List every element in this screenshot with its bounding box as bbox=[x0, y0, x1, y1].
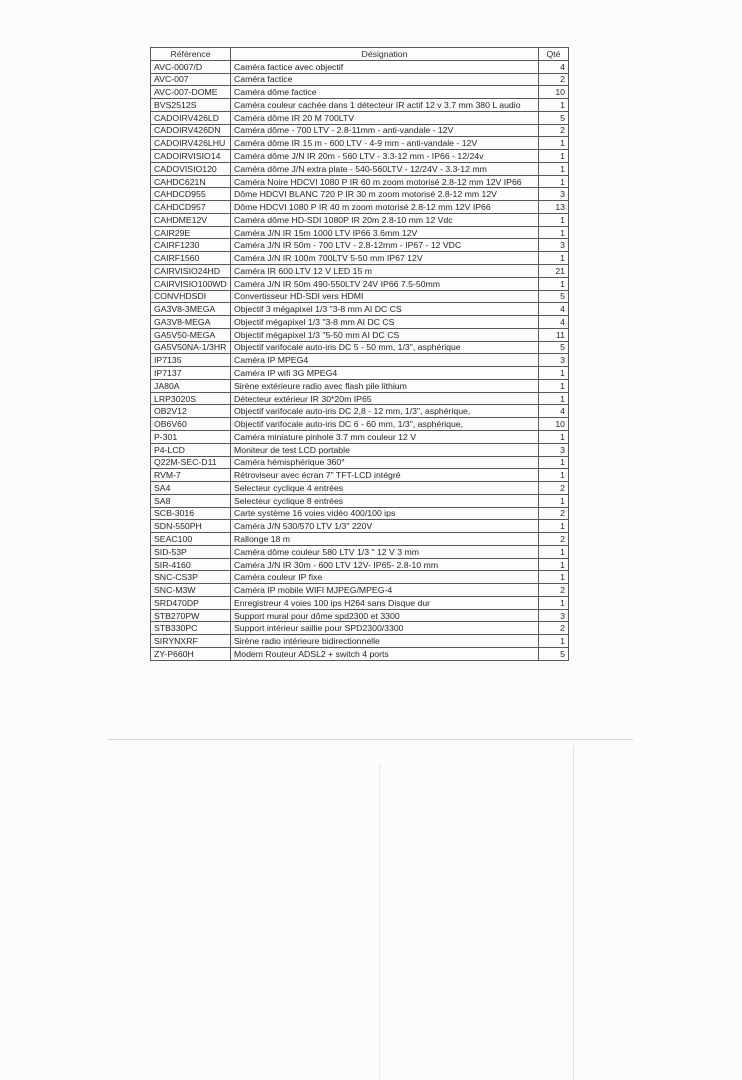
cell-reference: SCB-3016 bbox=[151, 507, 231, 520]
column-header-reference: Référence bbox=[151, 48, 231, 61]
cell-designation: Dôme HDCVI 1080 P IR 40 m zoom motorisé 2.8-12 mm 12V IP66 bbox=[231, 201, 539, 214]
cell-reference: AVC-007 bbox=[151, 73, 231, 86]
cell-qty: 10 bbox=[539, 86, 569, 99]
cell-reference: GA3V8-MEGA bbox=[151, 316, 231, 329]
table-body bbox=[151, 60, 569, 660]
cell-designation: Caméra hémisphérique 360° bbox=[231, 456, 539, 469]
table-header-row bbox=[151, 48, 569, 61]
cell-designation: Caméra J/N IR 50m - 700 LTV - 2.8-12mm - IP67 - 12 VDC bbox=[231, 239, 539, 252]
cell-reference: SRD470DP bbox=[151, 596, 231, 609]
table-row bbox=[151, 507, 569, 520]
table-row bbox=[151, 316, 569, 329]
cell-reference: JA80A bbox=[151, 379, 231, 392]
cell-reference: SID-53P bbox=[151, 545, 231, 558]
cell-reference: GA5V50NA-1/3HR bbox=[151, 341, 231, 354]
cell-qty: 1 bbox=[539, 430, 569, 443]
table-row bbox=[151, 635, 569, 648]
cell-qty: 1 bbox=[539, 545, 569, 558]
scan-artifact-vertical-line-right bbox=[573, 746, 574, 1080]
cell-designation: Caméra IP wifi 3G MPEG4 bbox=[231, 367, 539, 380]
cell-reference: CAHDCD955 bbox=[151, 188, 231, 201]
cell-reference: Q22M-SEC-D11 bbox=[151, 456, 231, 469]
table-row bbox=[151, 73, 569, 86]
cell-designation: Caméra dôme - 700 LTV - 2.8-11mm - anti-vandale - 12V bbox=[231, 124, 539, 137]
cell-reference: SIRYNXRF bbox=[151, 635, 231, 648]
cell-designation: Caméra couleur IP fixe bbox=[231, 571, 539, 584]
cell-reference: P-301 bbox=[151, 430, 231, 443]
cell-qty: 1 bbox=[539, 571, 569, 584]
cell-qty: 1 bbox=[539, 456, 569, 469]
cell-qty: 2 bbox=[539, 584, 569, 597]
cell-reference: P4-LCD bbox=[151, 443, 231, 456]
cell-reference: OB2V12 bbox=[151, 405, 231, 418]
cell-qty: 3 bbox=[539, 239, 569, 252]
cell-designation: Modem Routeur ADSL2 + switch 4 ports bbox=[231, 647, 539, 660]
cell-reference: LRP3020S bbox=[151, 392, 231, 405]
cell-qty: 2 bbox=[539, 622, 569, 635]
table-row bbox=[151, 265, 569, 278]
cell-reference: STB270PW bbox=[151, 609, 231, 622]
cell-reference: CADOIRVISIO14 bbox=[151, 150, 231, 163]
cell-designation: Objectif varifocale auto-iris DC 5 - 50 mm, 1/3", asphérique bbox=[231, 341, 539, 354]
cell-reference: CADOIRV426LHU bbox=[151, 137, 231, 150]
cell-qty: 1 bbox=[539, 150, 569, 163]
table-row bbox=[151, 558, 569, 571]
table-row bbox=[151, 60, 569, 73]
table-row bbox=[151, 443, 569, 456]
cell-qty: 1 bbox=[539, 175, 569, 188]
table-row bbox=[151, 545, 569, 558]
cell-designation: Objectif varifocale auto-iris DC 6 - 60 mm, 1/3", asphérique, bbox=[231, 418, 539, 431]
cell-qty: 1 bbox=[539, 162, 569, 175]
cell-designation: Caméra miniature pinhole 3.7 mm couleur 12 V bbox=[231, 430, 539, 443]
cell-designation: Caméra dôme HD-SDI 1080P IR 20m 2.8-10 mm 12 Vdc bbox=[231, 213, 539, 226]
cell-designation: Selecteur cyclique 8 entrées bbox=[231, 494, 539, 507]
cell-designation: Selecteur cyclique 4 entrées bbox=[231, 482, 539, 495]
cell-reference: CAIR29E bbox=[151, 226, 231, 239]
cell-designation: Objectif mégapixel 1/3 "5-50 mm AI DC CS bbox=[231, 328, 539, 341]
cell-designation: Caméra J/N IR 100m 700LTV 5-50 mm IP67 12V bbox=[231, 252, 539, 265]
cell-designation: Caméra factice avec objectif bbox=[231, 60, 539, 73]
cell-designation: Moniteur de test LCD portable bbox=[231, 443, 539, 456]
cell-designation: Objectif 3 mégapixel 1/3 "3-8 mm AI DC CS bbox=[231, 303, 539, 316]
cell-reference: RVM-7 bbox=[151, 469, 231, 482]
cell-designation: Enregistreur 4 voies 100 ips H264 sans Disque dur bbox=[231, 596, 539, 609]
cell-qty: 2 bbox=[539, 533, 569, 546]
cell-designation: Rallonge 18 m bbox=[231, 533, 539, 546]
table-row bbox=[151, 571, 569, 584]
cell-reference: CAHDME12V bbox=[151, 213, 231, 226]
table-row bbox=[151, 188, 569, 201]
cell-reference: BVS2512S bbox=[151, 99, 231, 112]
cell-reference: SNC-CS3P bbox=[151, 571, 231, 584]
cell-designation: Sirène radio intérieure bidirectionnelle bbox=[231, 635, 539, 648]
cell-designation: Caméra dôme couleur 580 LTV 1/3 " 12 V 3 mm bbox=[231, 545, 539, 558]
table-row bbox=[151, 150, 569, 163]
cell-qty: 4 bbox=[539, 60, 569, 73]
table-row bbox=[151, 162, 569, 175]
cell-qty: 1 bbox=[539, 558, 569, 571]
cell-designation: Caméra J/N IR 50m 490-550LTV 24V IP66 7.5-50mm bbox=[231, 277, 539, 290]
cell-qty: 2 bbox=[539, 124, 569, 137]
product-table bbox=[150, 47, 569, 661]
cell-qty: 1 bbox=[539, 635, 569, 648]
cell-qty: 5 bbox=[539, 111, 569, 124]
cell-reference: CADOVISIO120 bbox=[151, 162, 231, 175]
cell-qty: 5 bbox=[539, 647, 569, 660]
cell-reference: SIR-4160 bbox=[151, 558, 231, 571]
table-row bbox=[151, 494, 569, 507]
table-row bbox=[151, 456, 569, 469]
table-row bbox=[151, 328, 569, 341]
cell-qty: 1 bbox=[539, 277, 569, 290]
table-row bbox=[151, 405, 569, 418]
table-row bbox=[151, 239, 569, 252]
cell-qty: 1 bbox=[539, 520, 569, 533]
table-row bbox=[151, 124, 569, 137]
table-row bbox=[151, 99, 569, 112]
cell-designation: Caméra dôme J/N IR 20m - 560 LTV - 3.3-12 mm - IP66 - 12/24v bbox=[231, 150, 539, 163]
cell-reference: CONVHDSDI bbox=[151, 290, 231, 303]
cell-qty: 4 bbox=[539, 303, 569, 316]
cell-qty: 1 bbox=[539, 469, 569, 482]
table-row bbox=[151, 226, 569, 239]
table-row bbox=[151, 290, 569, 303]
table-row bbox=[151, 520, 569, 533]
cell-reference: GA5V50-MEGA bbox=[151, 328, 231, 341]
cell-qty: 1 bbox=[539, 99, 569, 112]
cell-designation: Sirène extérieure radio avec flash pile lithium bbox=[231, 379, 539, 392]
cell-qty: 3 bbox=[539, 354, 569, 367]
cell-reference: SEAC100 bbox=[151, 533, 231, 546]
cell-reference: CAHDCD957 bbox=[151, 201, 231, 214]
cell-reference: CADOIRV426DN bbox=[151, 124, 231, 137]
cell-qty: 1 bbox=[539, 226, 569, 239]
cell-designation: Caméra IR 600 LTV 12 V LED 15 m bbox=[231, 265, 539, 278]
cell-qty: 21 bbox=[539, 265, 569, 278]
table-row bbox=[151, 392, 569, 405]
cell-reference: AVC-0007/D bbox=[151, 60, 231, 73]
table-row bbox=[151, 647, 569, 660]
cell-designation: Carte système 16 voies vidéo 400/100 ips bbox=[231, 507, 539, 520]
table-row bbox=[151, 609, 569, 622]
column-header-designation: Désignation bbox=[231, 48, 539, 61]
cell-qty: 2 bbox=[539, 73, 569, 86]
cell-qty: 3 bbox=[539, 443, 569, 456]
cell-reference: CAIRVISIO24HD bbox=[151, 265, 231, 278]
cell-qty: 1 bbox=[539, 379, 569, 392]
table-row bbox=[151, 201, 569, 214]
column-header-qty: Qté bbox=[539, 48, 569, 61]
cell-designation: Caméra IP MPEG4 bbox=[231, 354, 539, 367]
cell-designation: Caméra dôme IR 20 M 700LTV bbox=[231, 111, 539, 124]
cell-qty: 2 bbox=[539, 507, 569, 520]
cell-reference: CAIRVISIO100WD bbox=[151, 277, 231, 290]
cell-qty: 1 bbox=[539, 367, 569, 380]
cell-designation: Caméra Noire HDCVI 1080 P IR 60 m zoom motorisé 2.8-12 mm 12V IP66 bbox=[231, 175, 539, 188]
cell-qty: 5 bbox=[539, 341, 569, 354]
cell-qty: 4 bbox=[539, 316, 569, 329]
cell-reference: AVC-007-DOME bbox=[151, 86, 231, 99]
cell-designation: Dôme HDCVI BLANC 720 P IR 30 m zoom motorisé 2.8-12 mm 12V bbox=[231, 188, 539, 201]
table-row bbox=[151, 303, 569, 316]
cell-reference: CAHDC621N bbox=[151, 175, 231, 188]
cell-designation: Support mural pour dôme spd2300 et 3300 bbox=[231, 609, 539, 622]
cell-designation: Caméra J/N IR 15m 1000 LTV IP66 3.6mm 12V bbox=[231, 226, 539, 239]
table-row bbox=[151, 213, 569, 226]
table-row bbox=[151, 469, 569, 482]
table-row bbox=[151, 277, 569, 290]
cell-designation: Caméra couleur cachée dans 1 détecteur IR actif 12 v 3.7 mm 380 L audio bbox=[231, 99, 539, 112]
cell-reference: SA4 bbox=[151, 482, 231, 495]
cell-designation: Objectif varifocale auto-iris DC 2,8 - 12 mm, 1/3", asphérique, bbox=[231, 405, 539, 418]
table-row bbox=[151, 430, 569, 443]
cell-reference: SA8 bbox=[151, 494, 231, 507]
table-row bbox=[151, 367, 569, 380]
table-row bbox=[151, 418, 569, 431]
table-row bbox=[151, 86, 569, 99]
table-row bbox=[151, 341, 569, 354]
cell-reference: CAIRF1230 bbox=[151, 239, 231, 252]
cell-reference: SDN-550PH bbox=[151, 520, 231, 533]
cell-qty: 1 bbox=[539, 596, 569, 609]
table-row bbox=[151, 354, 569, 367]
cell-reference: ZY-P660H bbox=[151, 647, 231, 660]
cell-designation: Détecteur extérieur IR 30*20m IP65 bbox=[231, 392, 539, 405]
cell-reference: IP7135 bbox=[151, 354, 231, 367]
table-row bbox=[151, 596, 569, 609]
cell-qty: 3 bbox=[539, 188, 569, 201]
cell-qty: 1 bbox=[539, 137, 569, 150]
table-row bbox=[151, 379, 569, 392]
table-row bbox=[151, 584, 569, 597]
scan-artifact-horizontal-line bbox=[108, 739, 633, 740]
cell-qty: 5 bbox=[539, 290, 569, 303]
table-row bbox=[151, 252, 569, 265]
cell-qty: 4 bbox=[539, 405, 569, 418]
cell-reference: OB6V60 bbox=[151, 418, 231, 431]
cell-designation: Caméra IP mobile WIFI MJPEG/MPEG-4 bbox=[231, 584, 539, 597]
table-row bbox=[151, 622, 569, 635]
table-row bbox=[151, 137, 569, 150]
cell-designation: Rétroviseur avec écran 7" TFT-LCD intégré bbox=[231, 469, 539, 482]
table-row bbox=[151, 533, 569, 546]
cell-reference: CAIRF1560 bbox=[151, 252, 231, 265]
cell-designation: Caméra J/N 530/570 LTV 1/3" 220V bbox=[231, 520, 539, 533]
cell-qty: 11 bbox=[539, 328, 569, 341]
cell-qty: 10 bbox=[539, 418, 569, 431]
cell-reference: SNC-M3W bbox=[151, 584, 231, 597]
cell-reference: CADOIRV426LD bbox=[151, 111, 231, 124]
cell-reference: STB330PC bbox=[151, 622, 231, 635]
cell-designation: Caméra J/N IR 30m - 600 LTV 12V- IP65- 2.8-10 mm bbox=[231, 558, 539, 571]
cell-reference: IP7137 bbox=[151, 367, 231, 380]
cell-designation: Objectif mégapixel 1/3 "3-8 mm AI DC CS bbox=[231, 316, 539, 329]
cell-qty: 1 bbox=[539, 392, 569, 405]
cell-qty: 1 bbox=[539, 252, 569, 265]
cell-designation: Caméra dôme factice bbox=[231, 86, 539, 99]
scan-artifact-vertical-line-left bbox=[379, 763, 380, 1080]
cell-designation: Convertisseur HD-SDI vers HDMI bbox=[231, 290, 539, 303]
cell-reference: GA3V8-3MEGA bbox=[151, 303, 231, 316]
table-row bbox=[151, 175, 569, 188]
cell-designation: Caméra dôme J/N extra plate - 540-560LTV - 12/24V - 3.3-12 mm bbox=[231, 162, 539, 175]
cell-qty: 13 bbox=[539, 201, 569, 214]
cell-qty: 1 bbox=[539, 213, 569, 226]
cell-qty: 1 bbox=[539, 494, 569, 507]
cell-qty: 2 bbox=[539, 482, 569, 495]
table-row bbox=[151, 482, 569, 495]
cell-designation: Support intérieur saillie pour SPD2300/3300 bbox=[231, 622, 539, 635]
cell-designation: Caméra factice bbox=[231, 73, 539, 86]
cell-qty: 3 bbox=[539, 609, 569, 622]
cell-designation: Caméra dôme IR 15 m - 600 LTV - 4-9 mm - anti-vandale - 12V bbox=[231, 137, 539, 150]
table-row bbox=[151, 111, 569, 124]
